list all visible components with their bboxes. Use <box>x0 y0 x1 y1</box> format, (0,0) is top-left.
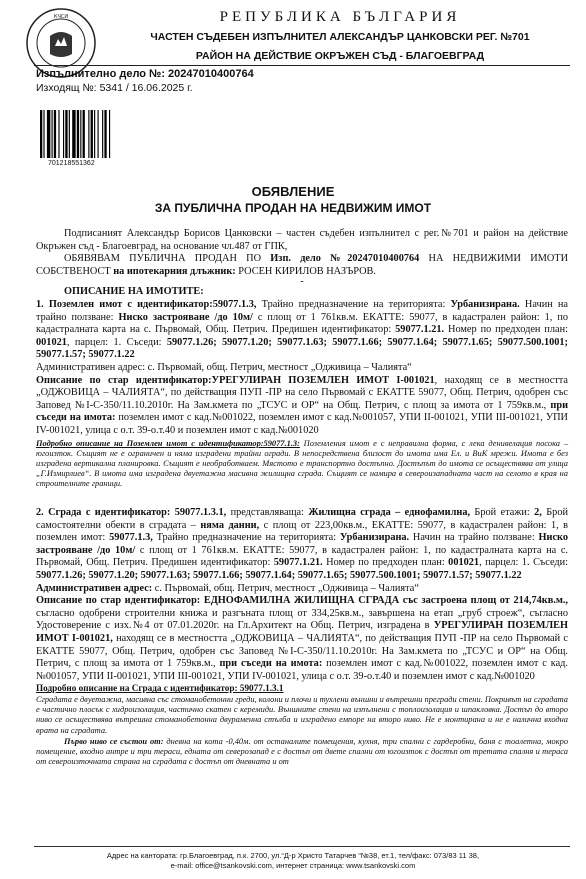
item2-text: Брой самостоятелни обекти в сградата – <box>36 506 568 531</box>
document-title: ОБЯВЛЕНИЕ <box>251 184 335 199</box>
item2-text: представляваща: <box>226 506 309 518</box>
outgoing-number: Изходящ №: 5341 / 16.06.2025 г. <box>36 82 193 94</box>
item2-head: 2. Сграда с идентификатор: 59077.1.3.1, <box>36 506 227 518</box>
footer-divider <box>34 846 570 847</box>
item1-detail-head: Подробно описание на Поземлен имот с идентификатор:59077.1.3: <box>36 438 300 448</box>
item1-usage: Ниско застрояване /до 10м/ <box>118 311 253 323</box>
item2-first-text: дневна на кота -0,40м. от останалите помещения, кухня, три спални с гардеробни, баня с тоалетна, мокро помещение, входно антре и три тераси, едната от северозапад е с достъп от двете спални от югоизток с достъп от третата спалня и тераса от североизточната страна на сградата с достъп от дневната и от <box>36 736 569 766</box>
item2-type: Жилищна сграда – еднофамилна, <box>308 506 471 518</box>
item2-first-head: Първо ниво се състои от: <box>64 736 164 746</box>
document-subtitle: ЗА ПУБЛИЧНА ПРОДАН НА НЕДВИЖИМ ИМОТ <box>154 201 432 215</box>
republic-heading: РЕПУБЛИКА БЪЛГАРИЯ <box>219 9 461 25</box>
barcode-image <box>40 110 135 158</box>
item2-text: с площ от 223,00кв.м., ЕКАТТЕ: 59077, в кадастрален район: 1, в поземлен имот: <box>36 519 569 544</box>
item2-text: с площ от 1 761кв.м. ЕКАТТЕ: 59077, в кадастрален район: 1, по кадастралната карта на с. Първомай, Общ. Петрич. Предишен идентификатор: <box>36 544 568 569</box>
item1-prev-id: 59077.1.21. <box>395 324 445 336</box>
item1-plan: 001021 <box>36 336 67 348</box>
item1-neighbours: 59077.1.26; 59077.1.20; 59077.1.63; 59077.1.66; 59077.1.64; 59077.1.65; 59077.500.1001; 59077.1.57; 59077.1.22 <box>36 336 568 361</box>
item2-old-text3: поземлен имот с кад.№001022, поземлен имот с кад.№001057, УПИ II-001021, УПИ III-001021, УПИ IV-001021, улица с о.т. 39-о.т.40 и поземлен имот с кад.№001020 <box>36 658 568 682</box>
item2-text: Номер по предходен план: <box>322 557 449 569</box>
item1-paragraph <box>36 299 568 362</box>
spacer <box>36 489 568 507</box>
item1-old-description <box>36 375 568 438</box>
item2-old-bold3: при съседи на имота: <box>219 658 323 670</box>
item2-text: , парцел: 1. Съседи: <box>479 557 568 569</box>
item2-parcel: 59077.1.3, <box>109 532 153 544</box>
barcode-number: 701218551362 <box>48 160 95 167</box>
footer-contacts: e-mail: office@tsankovski.com, интернет страница: www.tsankovski.com <box>170 861 416 870</box>
item1-old-bold: УРЕГУЛИРАН ПОЗЕМЛЕН ИМОТ I-001021 <box>211 374 435 386</box>
announce-text: ОБЯВЯВАМ ПУБЛИЧНА ПРОДАН ПО <box>64 253 271 265</box>
footer-address: Адрес на кантората: гр.Благоевград, п.к. 2700, ул.“Д-р Христо Татарчев “№38, ет.1, тел/факс: 073/83 11 38, <box>106 851 480 860</box>
item1-detail-text: Поземления имот е с неправилна форма, с лека денивелация посока – югоизток. Същият не е ограничен и няма изградени трайни огради. В непосредствена близост до имота има Ел. и ВиК мрежи. Имота е без изградена вертикална планировка. Същият е необработваем. Мястото е транспортно достъпно. Достъпът до имота се осъществява от улица „Г.Измирлиев“. В имота има изградена двуетажна масивна жилищна сграда. Същият се намира в североизападната част на селото в края на строителните граници. <box>36 438 569 488</box>
item2-text: Начин на трайно ползване: <box>409 532 539 544</box>
item2-neighbours: 59077.1.26; 59077.1.20; 59077.1.63; 59077.1.66; 59077.1.64; 59077.1.65; 59077.500.1001; 59077.1.57; 59077.1.22 <box>36 569 522 581</box>
item2-detail-head: Подробно описание на Сграда с идентификатор: 59077.1.3.1 <box>36 683 284 694</box>
district-heading: РАЙОН НА ДЕЙСТВИЕ ОКРЪЖЕН СЪД - БЛАГОЕВГРАД <box>195 50 485 62</box>
item1-detail <box>36 439 568 489</box>
item1-old-text2: поземлен имот с кад.№001022, поземлен имот с кад.№001057, УПИ II-001021, УПИ III-001021, УПИ IV-001021, улица с о.т. 39-о.т.40 и поземлен имот с кад.№001020 <box>36 412 568 436</box>
item2-admin <box>36 583 568 596</box>
item2-floors: 2, <box>534 506 542 518</box>
item2-detail-heading <box>36 683 568 694</box>
bailiff-heading: ЧАСТЕН СЪДЕБЕН ИЗПЪЛНИТЕЛ АЛЕКСАНДЪР ЦАНКОВСКИ РЕГ. №701 <box>150 31 530 43</box>
item2-usage: Ниско застрояване /до 10м/ <box>36 532 568 556</box>
item1-head: 1. Поземлен имот с идентификатор:59077.1.3, <box>36 298 257 310</box>
item2-text: Брой етажи: <box>470 506 535 518</box>
item1-text: Трайно предназначение на територията: <box>256 298 451 310</box>
item1-old-head: Описание по стар идентификатор: <box>36 374 212 386</box>
item2-old-description <box>36 595 568 683</box>
item2-old-text: съгласно одобрени строителни книжа и разгъната площ от 334,25кв.м., завършена на етап „груб строеж“, съгласно Удостоверение с изх.№4 от 07.01.2020г. на Гл.Архитект на Общ. Петрич, изградена в <box>36 607 568 632</box>
debtor-label: на ипотекарния длъжник: <box>113 265 236 277</box>
item2-old-bold2: УРЕГУЛИРАН ПОЗЕМЛЕН ИМОТ I-001021, <box>36 620 569 644</box>
item1-text: Начин на трайно ползване: <box>36 298 568 323</box>
item2-paragraph <box>36 507 568 583</box>
item1-purpose: Урбанизирана. <box>450 298 520 310</box>
svg-text:КЧСИ: КЧСИ <box>53 14 69 20</box>
header-divider <box>34 65 570 66</box>
item2-plan: 001021 <box>448 557 480 569</box>
item2-detail: Сградата е двуетажна, масивна със стоманобетонни греди, колони и плочи и тухлени външни и вътрешни прегради стени. Покривът на сградата е частично плосък с хидроизолация, частично скатен с керемиди. Външните стени на изпълнени с топлоизолация и шпакловка. Достъп до второ ниво се осъществява вътрешна стоманобетонна двураменна стълба и изградено емпоре на второ ниво. Не е монтирана и не е налична входна врата на сградата. <box>36 695 568 735</box>
item1-text: с площ от 1 761кв.м. ЕКАТТЕ: 59077, в кадастрален район: 1, по кадастралната карта на с. Първомай, Общ. Петрич. Предишен идентификатор: <box>36 311 568 336</box>
item1-admin: Административен адрес: с. Първомай, общ. Петрич, местност „Одживица – Чалията“ <box>36 361 412 373</box>
case-ref: Изп. дело №20247010400764 <box>270 253 420 265</box>
case-number: Изпълнително дело №: 20247010400764 <box>36 68 254 80</box>
item2-old-bold: ЕДНОФАМИЛНА ЖИЛИЩНА СГРАДА със застроена площ от 214,74кв.м., <box>200 595 568 607</box>
item2-admin-head: Административен адрес: <box>36 582 153 594</box>
item1-old-text: , находящ се в местността „ОДЖОВИЦА – ЧАЛИЯТА“, по действащия ПУП -ПР на село Първомай с ЕКАТТЕ 59077, Общ. Петрич, одобрен със Заповед №I-С-350/11.10.2010г. На Зам.кмета по „ТСУС и ОР“ на Общ. Петрич, с площ за имота от 1 759кв.м., <box>36 374 568 411</box>
item2-text: Трайно предназначение на територията: <box>152 532 340 544</box>
item2-units: няма данни, <box>200 519 260 531</box>
item1-old-bold2: при съседи на имота: <box>36 399 568 424</box>
item1-text: Номер по предходен план: <box>444 324 568 336</box>
dash-separator: - <box>300 276 304 288</box>
item1-text: , парцел: 1. Съседи: <box>66 336 167 348</box>
announce-text-2: НА НЕДВИЖИМИ ИМОТИ СОБСТВЕНОСТ <box>36 253 569 277</box>
item2-old-text2: находящ се в местността „ОДЖОВИЦА – ЧАЛИЯТА“, по действащия ПУП -ПР на село Първомай с ЕКАТТЕ 59077, Общ. Петрич, одобрен със Заповед №I-С-350/11.10.2010г. На Зам.кмета по „ТСУС и ОР“ на Общ. Петрич, с площ за имота от 1 759кв.м., <box>36 632 568 670</box>
debtor-name: РОСЕН КИРИЛОВ НАЗЪРОВ. <box>235 265 376 277</box>
footer <box>0 851 586 871</box>
item2-first-floor <box>36 737 568 767</box>
intro-paragraph: Подписаният Александър Борисов Цанковски – частен съдебен изпълнител с рег.№701 и район на действие Окръжен съд - Благоевград, на основание чл.487 от ГПК, <box>36 228 568 252</box>
item2-old-head: Описание по стар идентификатор: <box>36 595 201 607</box>
item2-admin-text: с. Първомай, общ. Петрич, местност „Одживица – Чалията“ <box>152 582 419 594</box>
item2-purpose: Урбанизирана. <box>339 532 410 544</box>
description-heading: ОПИСАНИЕ НА ИМОТИТЕ: <box>64 286 204 298</box>
item2-prev-id: 59077.1.21. <box>273 557 323 569</box>
document-body <box>36 228 568 767</box>
announcement-paragraph <box>36 253 568 278</box>
